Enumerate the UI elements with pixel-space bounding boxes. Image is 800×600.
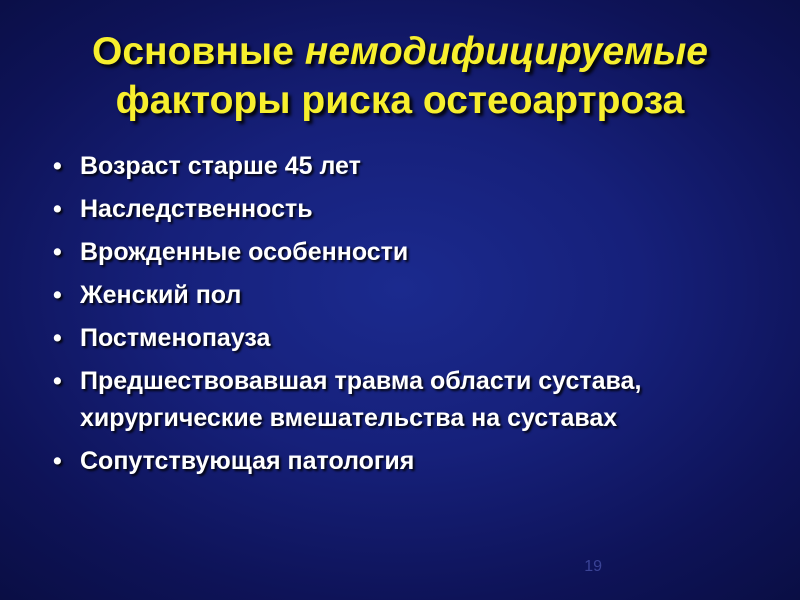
list-item-text: Врожденные особенности bbox=[80, 238, 409, 266]
title-line-2: факторы риска остеоартроза bbox=[115, 79, 685, 122]
list-item bbox=[50, 363, 770, 437]
list-item-text: Сопутствующая патология bbox=[80, 447, 415, 475]
bullet-list bbox=[50, 148, 770, 486]
list-item bbox=[50, 277, 770, 314]
title-regular-part: Основные bbox=[91, 30, 305, 73]
list-item-text: Предшествовавшая травма области сустава, хирургические вмешательства на суставах bbox=[80, 367, 642, 432]
slide-number: 19 bbox=[584, 558, 602, 575]
list-item-text: Женский пол bbox=[80, 281, 242, 309]
list-item-text: Наследственность bbox=[80, 195, 313, 223]
bullet-icon: • bbox=[53, 195, 62, 223]
list-item bbox=[50, 148, 770, 185]
list-item bbox=[50, 234, 770, 271]
slide-title bbox=[0, 27, 800, 125]
title-line-1 bbox=[0, 27, 800, 76]
list-item-text: Постменопауза bbox=[80, 324, 271, 352]
title-italic-part: немодифицируемые bbox=[304, 30, 709, 73]
bullet-icon: • bbox=[53, 281, 62, 309]
bullet-icon: • bbox=[53, 447, 62, 475]
list-item bbox=[50, 320, 770, 357]
list-item bbox=[50, 443, 770, 480]
bullet-icon: • bbox=[53, 152, 62, 180]
list-item-text: Возраст старше 45 лет bbox=[80, 152, 361, 180]
bullet-icon: • bbox=[53, 324, 62, 352]
list-item bbox=[50, 191, 770, 228]
bullet-icon: • bbox=[53, 367, 62, 395]
bullet-icon: • bbox=[53, 238, 62, 266]
